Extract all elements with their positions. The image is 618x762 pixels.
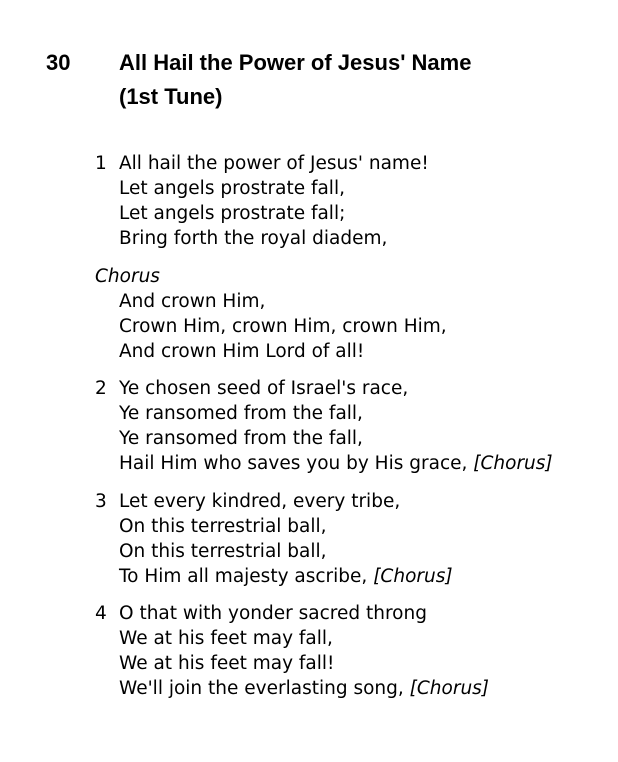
- verse-4: [95, 601, 610, 701]
- verse-line: Bring forth the royal diadem,: [119, 228, 388, 249]
- verse-3: [95, 489, 610, 589]
- verse-2: [95, 376, 610, 476]
- chorus-label: Chorus: [95, 265, 160, 287]
- hymn-body: [95, 151, 610, 714]
- verse-line-text: Hail Him who saves you by His grace,: [119, 453, 468, 474]
- chorus: [95, 264, 610, 364]
- hymn-number: 30: [46, 50, 71, 75]
- verse-line: Let angels prostrate fall;: [119, 203, 346, 224]
- verse-line: [119, 564, 610, 589]
- verse-number: 1: [95, 153, 107, 174]
- verse-line-text: To Him all majesty ascribe,: [119, 565, 368, 587]
- verse-line: All hail the power of Jesus' name!: [119, 153, 429, 174]
- verse-line: Ye ransomed from the fall,: [119, 428, 363, 449]
- hymn-title: [119, 46, 599, 114]
- verse-line: On this terrestrial ball,: [119, 515, 327, 537]
- verse-line: We at his feet may fall,: [119, 628, 333, 649]
- verse-line: We at his feet may fall!: [119, 653, 335, 674]
- chorus-line: Crown Him, crown Him, crown Him,: [119, 315, 447, 337]
- hymn-title-line-1: All Hail the Power of Jesus' Name: [119, 50, 472, 75]
- verse-line-text: We'll join the everlasting song,: [119, 678, 404, 699]
- verse-number: 4: [95, 603, 107, 624]
- chorus-reference: [Chorus]: [473, 453, 553, 474]
- verse-line: On this terrestrial ball,: [119, 540, 327, 562]
- chorus-reference: [Chorus]: [409, 678, 490, 699]
- verse-line: [119, 676, 610, 701]
- verse-line: Ye chosen seed of Israel's race,: [119, 378, 409, 399]
- verse-number: 2: [95, 378, 107, 399]
- verse-number: 3: [95, 490, 107, 512]
- chorus-line: And crown Him Lord of all!: [119, 340, 365, 362]
- verse-line: [119, 451, 610, 476]
- verse-line: O that with yonder sacred throng: [119, 603, 427, 624]
- chorus-reference: [Chorus]: [373, 565, 453, 587]
- chorus-line: And crown Him,: [119, 290, 266, 312]
- verse-1: [95, 151, 610, 251]
- hymn-title-line-2: (1st Tune): [119, 84, 223, 109]
- verse-line: Let every kindred, every tribe,: [119, 490, 401, 512]
- verse-line: Ye ransomed from the fall,: [119, 403, 363, 424]
- verse-line: Let angels prostrate fall,: [119, 178, 345, 199]
